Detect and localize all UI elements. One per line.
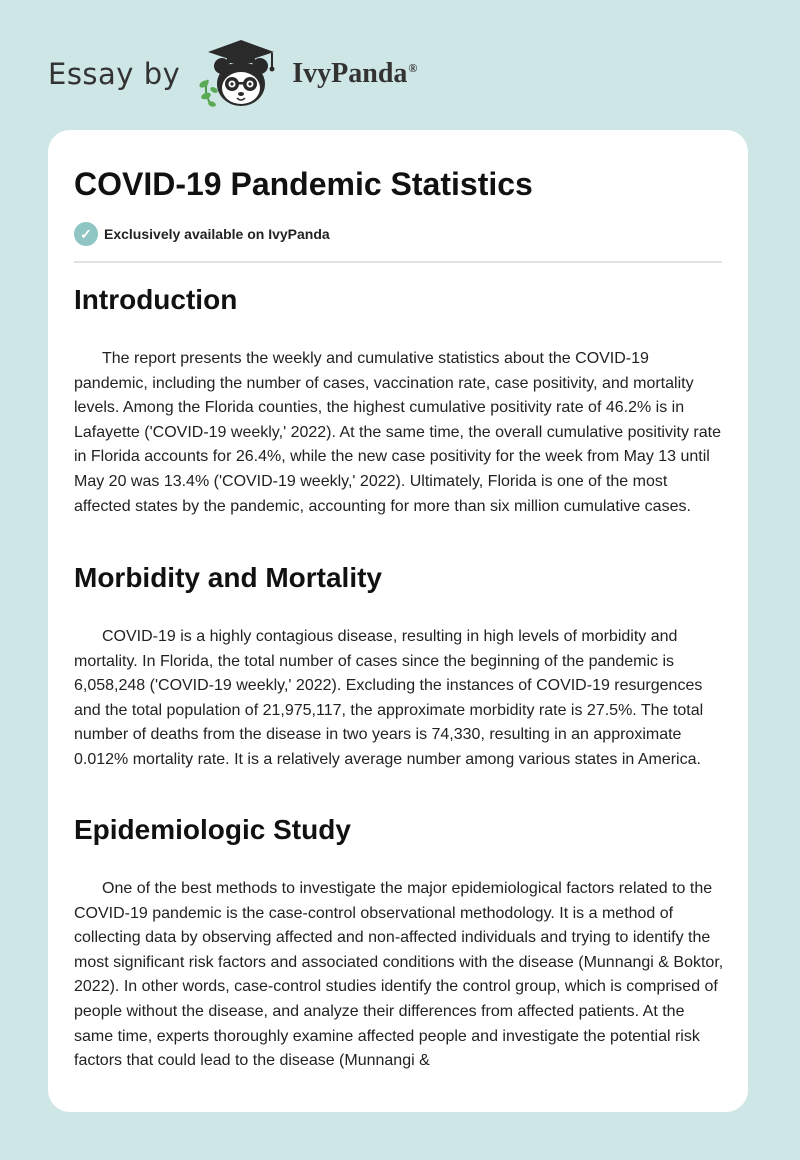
registered-mark: ® xyxy=(408,60,418,75)
section-heading: Introduction xyxy=(74,284,238,315)
title-divider xyxy=(74,261,722,263)
section-morbidity-mortality xyxy=(74,562,724,773)
section-heading: Epidemiologic Study xyxy=(74,814,351,845)
panda-graduate-icon[interactable] xyxy=(194,36,286,112)
section-body: One of the best methods to investigate the major epidemiological factors related to the COVID-19 pandemic is the case-control observational methodology. It is a method of collecting data by observing affected and non-affected individuals and trying to identify the most significant risk factors and associated conditions with the disease (Munnangi & Boktor, 2022). In other words, case-control studies identify the control group, which is comprised of people without the disease, and analyze their differences from affected patients. At the same time, experts thoroughly examine affected people and investigate the potential risk factors that could lead to the disease (Munnangi & xyxy=(74,880,724,1070)
section-heading: Morbidity and Mortality xyxy=(74,562,382,593)
brand-prefix: Essay by xyxy=(48,57,181,91)
exclusive-badge xyxy=(74,222,330,246)
brand-name[interactable] xyxy=(292,58,417,90)
brand-header xyxy=(48,36,417,112)
badge-text: Exclusively available on IvyPanda xyxy=(104,226,330,242)
section-epidemiologic-study xyxy=(74,814,724,1074)
section-body: The report presents the weekly and cumulative statistics about the COVID-19 pandemic, including the number of cases, vaccination rate, case positivity, and mortality levels. Among the Florida counties, the highest cumulative positivity rate of 46.2% is in Lafayette ('COVID-19 weekly,' 2022). At the same time, the overall cumulative positivity rate in Florida accounts for 26.4%, while the new case positivity for the week from May 13 until May 20 was 13.4% ('COVID-19 weekly,' 2022). Ultimately, Florida is one of the most affected states by the pandemic, accounting for more than six million cumulative cases. xyxy=(74,350,721,515)
section-body: COVID-19 is a highly contagious disease, resulting in high levels of morbidity and mortality. In Florida, the total number of cases since the beginning of the pandemic is 6,058,248 ('COVID-19 weekly,' 2022). Excluding the instances of COVID-19 resurgences and the total population of 21,975,117, the approximate morbidity rate is 27.5%. The total number of deaths from the disease in two years is 74,330, resulting in an approximate 0.012% mortality rate. It is a relatively average number among various states in America. xyxy=(74,628,704,768)
section-introduction xyxy=(74,284,724,519)
check-circle-icon: ✓ xyxy=(74,222,98,246)
article-card xyxy=(48,130,748,1112)
page-title: COVID-19 Pandemic Statistics xyxy=(74,166,533,202)
brand-name-text: IvyPanda xyxy=(292,58,408,89)
